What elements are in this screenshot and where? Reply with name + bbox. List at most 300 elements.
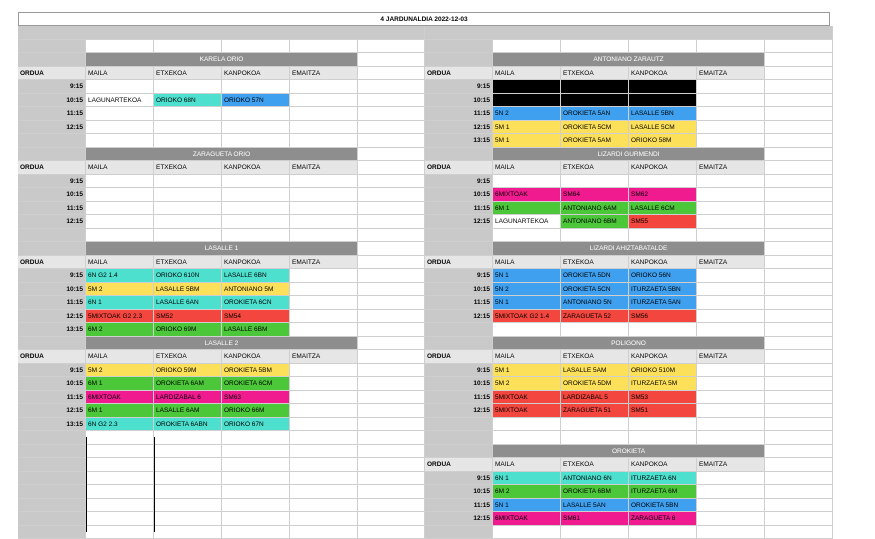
venue-header-gutter: [18, 53, 86, 67]
match-time: 10:15: [425, 188, 493, 202]
header-extra: [765, 161, 833, 175]
home-team: SM61: [561, 512, 629, 526]
away-team: ORIOKO 67N: [222, 418, 290, 432]
away-team: SM56: [629, 310, 697, 324]
match-time: 11:15: [425, 391, 493, 405]
match-category: 6N 1: [86, 296, 154, 310]
match-category: [86, 188, 154, 202]
away-team: OROKIETA 5BM: [222, 364, 290, 378]
match-category: 5M 1: [493, 134, 561, 148]
middle-cell: [357, 40, 425, 54]
grid-rule: [86, 437, 87, 532]
header-etxekoa: ETXEKOA: [154, 350, 222, 364]
middle-cell: [357, 350, 425, 364]
match-time: 9:15: [425, 364, 493, 378]
header-etxekoa: ETXEKOA: [154, 67, 222, 81]
home-team: ZARAGUETA 52: [561, 310, 629, 324]
row-extra: [765, 202, 833, 216]
venue-blank-spacer-cell: [222, 229, 290, 243]
match-category: 5MIXTOAK: [493, 391, 561, 405]
header-kanpokoa: KANPOKOA: [629, 458, 697, 472]
venue-name: OROKIETA: [493, 445, 765, 459]
match-time: 10:15: [425, 377, 493, 391]
home-team: OROKIETA 5AM: [561, 134, 629, 148]
match-time: 11:15: [18, 107, 86, 121]
match-result: [290, 283, 358, 297]
header-extra: [765, 458, 833, 472]
away-team: LASALLE 5BN: [629, 107, 697, 121]
middle-cell: [357, 188, 425, 202]
home-team: ANTONIANO 6BM: [561, 215, 629, 229]
venue-header-gutter: [425, 242, 493, 256]
left-fill-spacer-gutter: [18, 499, 86, 513]
home-team: ANTONIANO 6N: [561, 472, 629, 486]
left-top-spacer-cell: [154, 40, 222, 54]
home-team: OROKIETA 5DM: [561, 377, 629, 391]
match-category: 6M 2: [86, 323, 154, 337]
header-maila: MAILA: [86, 67, 154, 81]
match-category: [86, 215, 154, 229]
header-etxekoa: ETXEKOA: [561, 161, 629, 175]
header-emaitza: EMAITZA: [697, 350, 765, 364]
match-result: [697, 391, 765, 405]
header-maila: MAILA: [493, 161, 561, 175]
away-team: LASALLE 6BM: [222, 323, 290, 337]
right-fill-spacer-gutter: [425, 526, 493, 539]
home-team: ORIOKO 68N: [154, 94, 222, 108]
middle-cell: [357, 512, 425, 526]
match-category: 5M 1: [493, 121, 561, 135]
middle-cell: [357, 485, 425, 499]
middle-cell: [357, 94, 425, 108]
middle-cell: [357, 323, 425, 337]
row-extra: [765, 175, 833, 189]
venue-blank-spacer-gutter: [425, 323, 493, 337]
venue-blank-spacer-cell: [561, 323, 629, 337]
away-team: OROKIETA 5BN: [629, 499, 697, 513]
middle-cell: [357, 256, 425, 270]
row-extra: [765, 310, 833, 324]
row-extra: [765, 404, 833, 418]
right-fill-spacer-cell: [765, 526, 833, 539]
away-team: OROKIETA 6CN: [222, 296, 290, 310]
left-fill-spacer-cell: [86, 526, 154, 539]
match-result: [290, 296, 358, 310]
match-time: 12:15: [18, 404, 86, 418]
left-fill-spacer-gutter: [18, 472, 86, 486]
middle-cell: [357, 53, 425, 67]
venue-header-gutter: [425, 148, 493, 162]
match-time: 9:15: [18, 175, 86, 189]
venue-header-gutter: [18, 148, 86, 162]
match-time: 10:15: [18, 94, 86, 108]
left-fill-spacer-cell: [86, 499, 154, 513]
home-team: ORIOKO 69M: [154, 323, 222, 337]
row-extra: [765, 377, 833, 391]
left-fill-spacer-cell: [154, 526, 222, 539]
header-emaitza: EMAITZA: [697, 256, 765, 270]
middle-cell: [357, 229, 425, 243]
middle-cell: [357, 472, 425, 486]
left-top-spacer-cell: [86, 40, 154, 54]
venue-blank-spacer-cell: [86, 134, 154, 148]
match-category: 5MIXTOAK G2 2.3: [86, 310, 154, 324]
match-result: [290, 188, 358, 202]
match-category: 5MIXTOAK G2 1.4: [493, 310, 561, 324]
left-fill-spacer-cell: [154, 458, 222, 472]
row-extra: [765, 121, 833, 135]
header-kanpokoa: KANPOKOA: [629, 350, 697, 364]
middle-cell: [357, 499, 425, 513]
away-team: ITURZAETA 6N: [629, 472, 697, 486]
header-extra: [765, 256, 833, 270]
header-ordua: ORDUA: [425, 350, 493, 364]
match-category: 6M 1: [86, 377, 154, 391]
home-team: [154, 215, 222, 229]
away-team: ANTONIANO 5M: [222, 283, 290, 297]
match-result: [697, 472, 765, 486]
header-etxekoa: ETXEKOA: [561, 458, 629, 472]
away-team: [222, 215, 290, 229]
row-extra: [765, 107, 833, 121]
home-team: LASALLE 6AN: [154, 296, 222, 310]
venue-name: LASALLE 1: [86, 242, 358, 256]
venue-blank-spacer-cell: [697, 229, 765, 243]
middle-cell: [357, 202, 425, 216]
venue-blank-spacer-gutter: [425, 418, 493, 432]
match-time: 10:15: [18, 188, 86, 202]
home-team: OROKIETA 5CM: [561, 121, 629, 135]
venue-header-gutter: [425, 53, 493, 67]
match-result: [697, 215, 765, 229]
left-fill-spacer-cell: [86, 445, 154, 459]
left-fill-spacer-cell: [222, 526, 290, 539]
match-time: 9:15: [18, 269, 86, 283]
match-time: 13:15: [425, 134, 493, 148]
match-result: [697, 134, 765, 148]
middle-cell: [357, 431, 425, 445]
away-team: SM62: [629, 188, 697, 202]
venue-blank-spacer-cell: [493, 323, 561, 337]
header-emaitza: EMAITZA: [697, 458, 765, 472]
match-time: 9:15: [425, 472, 493, 486]
away-team: [222, 202, 290, 216]
home-team: LASALLE 5AM: [561, 364, 629, 378]
match-category: [86, 121, 154, 135]
right-fill-spacer-cell: [629, 526, 697, 539]
left-fill-spacer-cell: [222, 499, 290, 513]
match-time: 12:15: [18, 215, 86, 229]
match-result: [290, 323, 358, 337]
match-result: [697, 310, 765, 324]
left-fill-spacer-cell: [290, 472, 358, 486]
header-ordua: ORDUA: [18, 256, 86, 270]
right-top-band: [425, 26, 833, 40]
middle-cell: [357, 404, 425, 418]
away-team: SM55: [629, 215, 697, 229]
left-fill-spacer-cell: [222, 512, 290, 526]
away-team: [629, 80, 697, 94]
left-fill-spacer-cell: [222, 458, 290, 472]
middle-cell: [357, 283, 425, 297]
venue-name: LIZARDI GURMENDI: [493, 148, 765, 162]
left-fill-spacer-gutter: [18, 445, 86, 459]
match-category: 6MIXTOAK: [493, 512, 561, 526]
match-category: 6M 1: [86, 404, 154, 418]
right-top-spacer-cell: [561, 40, 629, 54]
header-etxekoa: ETXEKOA: [561, 350, 629, 364]
match-category: 5M 2: [493, 377, 561, 391]
match-result: [290, 404, 358, 418]
row-extra: [765, 80, 833, 94]
left-fill-spacer-gutter: [18, 458, 86, 472]
row-extra: [765, 364, 833, 378]
venue-blank-spacer-cell: [697, 418, 765, 432]
right-fill-spacer-cell: [493, 526, 561, 539]
match-result: [697, 283, 765, 297]
away-team: [629, 175, 697, 189]
header-maila: MAILA: [493, 350, 561, 364]
venue-header-gutter: [18, 242, 86, 256]
away-team: ORIOKO 57N: [222, 94, 290, 108]
match-result: [290, 107, 358, 121]
right-fill-spacer-cell: [561, 526, 629, 539]
match-time: 11:15: [425, 499, 493, 513]
venue-blank-spacer-cell: [697, 323, 765, 337]
match-category: [86, 202, 154, 216]
match-category: 6N G2 1.4: [86, 269, 154, 283]
away-team: SM51: [629, 404, 697, 418]
venue-name: ZARAGUETA ORIO: [86, 148, 358, 162]
header-maila: MAILA: [493, 256, 561, 270]
venue-header-extra: [765, 337, 833, 351]
home-team: [561, 175, 629, 189]
home-team: [154, 121, 222, 135]
match-result: [290, 269, 358, 283]
match-category: 6MIXTOAK: [86, 391, 154, 405]
header-etxekoa: ETXEKOA: [561, 67, 629, 81]
schedule-sheet: [18, 12, 830, 539]
home-team: SM52: [154, 310, 222, 324]
header-ordua: ORDUA: [425, 67, 493, 81]
match-result: [697, 485, 765, 499]
match-result: [697, 296, 765, 310]
venue-blank-spacer-gutter: [18, 229, 86, 243]
header-emaitza: EMAITZA: [697, 161, 765, 175]
header-kanpokoa: KANPOKOA: [222, 256, 290, 270]
match-time: 11:15: [18, 296, 86, 310]
match-time: 9:15: [18, 364, 86, 378]
away-team: ORIOKO 510M: [629, 364, 697, 378]
header-extra: [765, 67, 833, 81]
match-result: [290, 391, 358, 405]
match-category: 6M 2: [493, 485, 561, 499]
away-team: ITURZAETA 5M: [629, 377, 697, 391]
match-result: [697, 499, 765, 513]
away-team: SM63: [222, 391, 290, 405]
venue-blank-spacer-cell: [629, 418, 697, 432]
middle-cell: [357, 377, 425, 391]
match-result: [697, 175, 765, 189]
left-top-spacer-cell: [222, 40, 290, 54]
row-extra: [765, 134, 833, 148]
header-ordua: ORDUA: [425, 256, 493, 270]
left-fill-spacer-gutter: [18, 485, 86, 499]
left-fill-spacer-cell: [154, 445, 222, 459]
home-team: LARDIZABAL 5: [561, 391, 629, 405]
left-top-spacer-gutter: [18, 40, 86, 54]
middle-cell: [357, 175, 425, 189]
home-team: [154, 107, 222, 121]
left-fill-spacer-cell: [290, 485, 358, 499]
left-fill-spacer-cell: [86, 512, 154, 526]
match-result: [697, 364, 765, 378]
match-category: 5N 2: [493, 107, 561, 121]
home-team: ORIOKO 610N: [154, 269, 222, 283]
match-time: 9:15: [18, 80, 86, 94]
header-emaitza: EMAITZA: [290, 67, 358, 81]
middle-cell: [357, 107, 425, 121]
match-time: 10:15: [425, 283, 493, 297]
match-result: [697, 404, 765, 418]
match-result: [290, 175, 358, 189]
match-category: [493, 94, 561, 108]
match-time: 10:15: [425, 94, 493, 108]
away-team: ORIOKO 58M: [629, 134, 697, 148]
venue-blank-spacer-cell: [154, 134, 222, 148]
match-result: [290, 418, 358, 432]
match-category: [86, 175, 154, 189]
header-kanpokoa: KANPOKOA: [222, 67, 290, 81]
match-time: 10:15: [18, 377, 86, 391]
match-category: 5M 2: [86, 364, 154, 378]
away-team: ORIOKO 56N: [629, 269, 697, 283]
header-kanpokoa: KANPOKOA: [629, 256, 697, 270]
header-maila: MAILA: [86, 350, 154, 364]
left-fill-spacer-cell: [290, 458, 358, 472]
match-time: 9:15: [425, 80, 493, 94]
match-result: [290, 80, 358, 94]
match-result: [697, 269, 765, 283]
home-team: OROKIETA 5DN: [561, 269, 629, 283]
home-team: [561, 94, 629, 108]
header-ordua: ORDUA: [18, 161, 86, 175]
middle-cell: [357, 364, 425, 378]
right-top-spacer-cell: [697, 40, 765, 54]
match-time: 12:15: [425, 215, 493, 229]
venue-blank-spacer-cell: [629, 431, 697, 445]
venue-header-extra: [765, 53, 833, 67]
match-category: [86, 107, 154, 121]
match-result: [697, 80, 765, 94]
left-fill-spacer-cell: [86, 485, 154, 499]
right-fill-spacer-cell: [697, 526, 765, 539]
left-fill-spacer-cell: [290, 445, 358, 459]
match-category: 5N 1: [493, 499, 561, 513]
match-category: 5MIXTOAK: [493, 404, 561, 418]
venue-blank-spacer-gutter: [425, 229, 493, 243]
left-fill-spacer-gutter: [18, 512, 86, 526]
away-team: [222, 107, 290, 121]
middle-cell: [357, 445, 425, 459]
away-team: [629, 94, 697, 108]
venue-blank-spacer-cell: [86, 229, 154, 243]
venue-blank-spacer-cell: [493, 229, 561, 243]
row-extra: [765, 296, 833, 310]
left-fill-spacer-cell: [222, 485, 290, 499]
away-team: OROKIETA 6CM: [222, 377, 290, 391]
venue-name: LASALLE 2: [86, 337, 358, 351]
row-extra: [765, 215, 833, 229]
home-team: ANTONIANO 5N: [561, 296, 629, 310]
row-extra: [765, 283, 833, 297]
middle-cell: [357, 269, 425, 283]
right-top-spacer-cell: [629, 40, 697, 54]
middle-cell: [357, 337, 425, 351]
match-time: 11:15: [425, 296, 493, 310]
match-category: 6N 1: [493, 472, 561, 486]
match-result: [290, 377, 358, 391]
left-fill-spacer-cell: [86, 472, 154, 486]
match-category: 5N 2: [493, 283, 561, 297]
header-etxekoa: ETXEKOA: [154, 161, 222, 175]
row-extra: [765, 269, 833, 283]
home-team: ANTONIANO 6AM: [561, 202, 629, 216]
match-result: [290, 121, 358, 135]
venue-header-gutter: [18, 337, 86, 351]
header-maila: MAILA: [86, 161, 154, 175]
header-ordua: ORDUA: [425, 458, 493, 472]
header-kanpokoa: KANPOKOA: [629, 161, 697, 175]
middle-cell: [357, 418, 425, 432]
header-kanpokoa: KANPOKOA: [629, 67, 697, 81]
middle-cell: [357, 80, 425, 94]
venue-blank-spacer-cell: [765, 229, 833, 243]
venue-blank-spacer-cell: [561, 418, 629, 432]
home-team: ZARAGUETA 51: [561, 404, 629, 418]
venue-blank-spacer-cell: [561, 431, 629, 445]
away-team: SM54: [222, 310, 290, 324]
match-time: 11:15: [425, 202, 493, 216]
middle-cell: [357, 121, 425, 135]
middle-cell: [357, 215, 425, 229]
home-team: [154, 175, 222, 189]
match-time: 11:15: [18, 391, 86, 405]
middle-cell: [357, 148, 425, 162]
match-result: [697, 121, 765, 135]
venue-blank-spacer-cell: [765, 431, 833, 445]
middle-cell: [357, 242, 425, 256]
row-extra: [765, 485, 833, 499]
home-team: LASALLE 5BM: [154, 283, 222, 297]
header-ordua: ORDUA: [18, 67, 86, 81]
match-category: LAGUNARTEKOA: [86, 94, 154, 108]
match-result: [290, 364, 358, 378]
header-ordua: ORDUA: [425, 161, 493, 175]
venue-blank-spacer-cell: [290, 229, 358, 243]
away-team: ZARAGUETA 6: [629, 512, 697, 526]
header-emaitza: EMAITZA: [290, 350, 358, 364]
match-category: 5M 1: [493, 364, 561, 378]
home-team: OROKIETA 5CN: [561, 283, 629, 297]
row-extra: [765, 94, 833, 108]
left-fill-spacer-cell: [154, 512, 222, 526]
match-time: 12:15: [18, 121, 86, 135]
venue-blank-spacer-gutter: [425, 431, 493, 445]
away-team: ITURZAETA 5AN: [629, 296, 697, 310]
venue-blank-spacer-cell: [765, 323, 833, 337]
home-team: OROKIETA 6BM: [561, 485, 629, 499]
